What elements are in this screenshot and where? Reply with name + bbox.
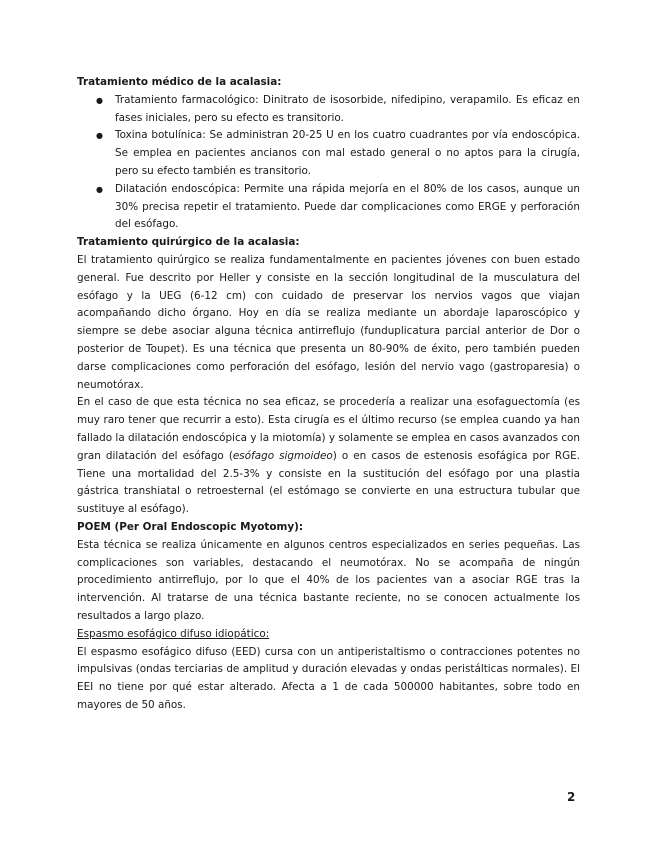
list-item: ● Toxina botulínica: Se administran 20-25 U en los cuatro cuadrantes por vía endoscópica. Se emplea en pacientes ancianos con mal estado general o no aptos para la cirugía, pero su efecto también es transitorio. [115,127,580,180]
section-heading-spasm: Espasmo esofágico difuso idiopático: [77,627,270,640]
surgical-p2-after: ) o en casos de estenosis esofágica por RGE. Tiene una mortalidad del 2.5-3% y consiste en la sustitución del esófago por una plastia gástrica transhiatal o retroesternal (el estómago se convierte en una estructura tubular que sustituye al esófago). [77,449,580,516]
surgical-paragraph-1: El tratamiento quirúrgico se realiza fundamentalmente en pacientes jóvenes con buen estado general. Fue descrito por Heller y consiste en la sección longitudinal de la musculatura del esófago y la UEG (6-12 cm) con cuidado de preservar los nervios vagos que viajan acompañando dicho órgano. Hoy en día se realiza mediante un abordaje laparoscópico y siempre se debe asociar alguna técnica antirreflujo (funduplicatura parcial anterior de Dor o posterior de Toupet). Es una técnica que presenta un 80-90% de éxito, pero también pueden darse complicaciones como perforación del esófago, lesión del nervio vago (gastroparesia) o neumotórax. [77,253,580,391]
list-item: ● Tratamiento farmacológico: Dinitrato de isosorbide, nifedipino, verapamilo. Es eficaz en fases iniciales, pero su efecto es transitorio. [115,92,580,128]
section-heading-medical: Tratamiento médico de la acalasia: [77,76,282,88]
spasm-paragraph: El espasmo esofágico difuso (EED) cursa con un antiperistaltismo o contracciones potentes no impulsivas (ondas terciarias de amplitud y duración elevadas y ondas peristálticas normales). El EEI no tiene por qué estar alterado. Afecta a 1 de cada 500000 habitantes, sobre todo en mayores de 50 años. [77,645,580,711]
section-heading-surgical: Tratamiento quirúrgico de la acalasia: [77,236,300,249]
surgical-paragraph-2 [77,394,580,519]
document-page [77,74,580,715]
poem-paragraph: Esta técnica se realiza únicamente en algunos centros especializados en series pequeñas. Las complicaciones son variables, destacando el neumotórax. No se acompaña de ningún procedimiento antirreflujo, por lo que el 40% de los pacientes van a asociar RGE tras la intervención. Al tratarse de una técnica bastante reciente, no se conocen actualmente los resultados a largo plazo. [77,538,580,622]
page-number: 2 [567,790,576,804]
surgical-p2-italic: esófago sigmoideo [232,449,333,462]
surgical-p2-before: En el caso de que esta técnica no sea eficaz, se procedería a realizar una esofaguectomía (es muy raro tener que recurrir a esto). Esta cirugía es el último recurso (se emplea cuando ya han fallado la dilatación endoscópica y la miotomía) y solamente se emplea en casos avanzados con gran dilatación del esófago ( [77,396,580,462]
medical-treatment-list [77,92,580,234]
section-heading-poem: POEM (Per Oral Endoscopic Myotomy): [77,520,303,533]
list-item: ● Dilatación endoscópica: Permite una rápida mejoría en el 80% de los casos, aunque un 30% precisa repetir el tratamiento. Puede dar complicaciones como ERGE y perforación del esófago. [115,181,580,234]
